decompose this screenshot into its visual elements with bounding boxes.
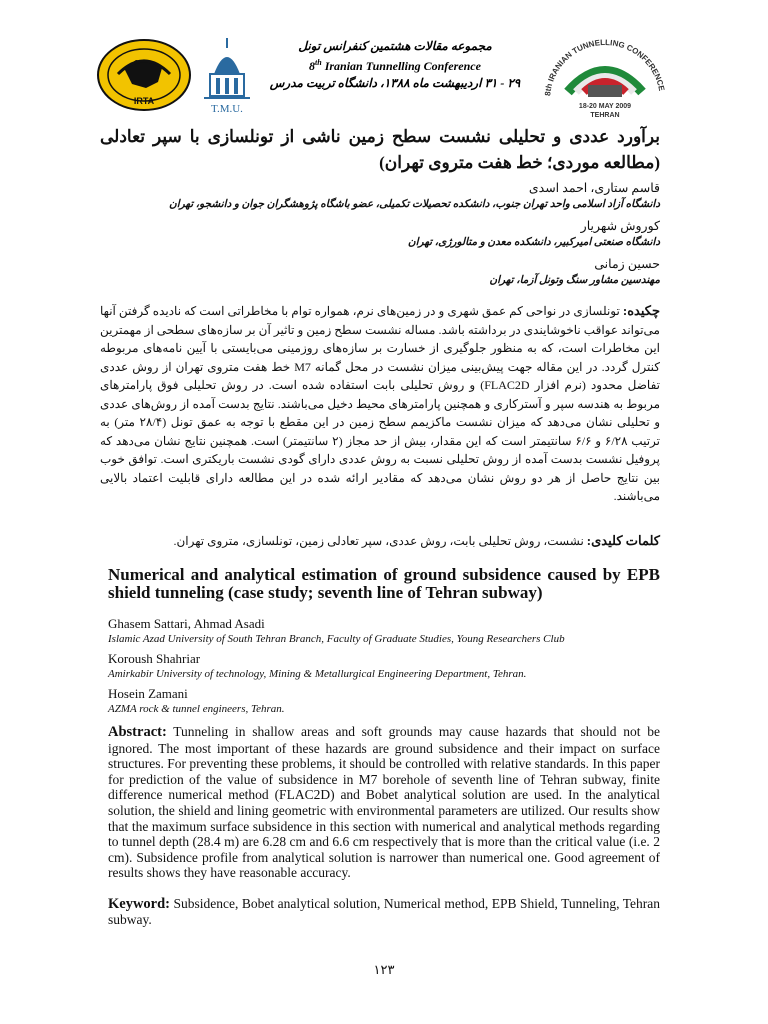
abstract-text: تونلسازی در نواحی کم عمق شهری و در زمین‌های نرم، همواره توام با مخاطراتی است که نادیده گرفتن آنها می‌تواند عواقب ناخوشایندی در برداشته باشد. مساله نشست سطح زمین و تاثیر آن بر سازه‌های سطحی از مهمترین این مخاطرات است، که به منظور جلوگیری از خسارت بر سازه‌های روزمینی می‌بایستی با آیین نامه‌های مربوطه کنترل گردد. در این مقاله جهت پیش‌بینی میزان نشست در محل گمانه M7 خط هفت متروی تهران از روش عددی تفاضل محدود (نرم افزار FLAC2D) و روش تحلیلی بابت استفاده شده است. در روش تحلیلی فوق پارامترهای مربوط به هندسه سپر و آسترکاری و همچنین پارامترهای محیط دخیل می‌باشند. نتایج بدست آمده از روش‌های عددی و تحلیلی نشان می‌دهد که میزان نشست ماکزیمم سطح زمین در این مقطع با توجه به عمق تونل (۲۸/۴ متر) به ترتیب ۶/۲۸ و ۶/۶ سانتیمتر است که این مقدار، بیش از حد مجاز (۲ سانتیمتر) است. همچنین نتایج نشان می‌دهد که پروفیل نشست بدست آمده از روش تحلیلی نسبت به روش عددی دارای گودی نشست باریکتری است. توافق خوب بین نتایج حاصل از هر دو روش نشان می‌دهد که مقادیر ارائه شده در این مطالعه دارای قابلیت اعتماد بالایی می‌باشند. — [100, 304, 661, 503]
author-name: کوروش شهریار — [580, 219, 660, 233]
header-date-location: ۲۹ - ۳۱ اردیبهشت ماه ۱۳۸۸، دانشگاه تربیت مدرس — [269, 76, 521, 90]
page-number: ۱۲۳ — [373, 962, 395, 977]
svg-text:TEHRAN: TEHRAN — [590, 112, 620, 119]
conference-header — [0, 30, 768, 120]
keywords-text: Subsidence, Bobet analytical solution, Numerical method, EPB Shield, Tunneling, Tehran subway. — [108, 896, 660, 927]
persian-title: برآورد عددی و تحلیلی نشست سطح زمین ناشی از تونلسازی با سپر تعادلی (مطالعه موردی؛ خط هفت متروی تهران) — [100, 127, 660, 172]
author-name: قاسم ستاری، احمد اسدی — [528, 181, 660, 195]
author-name: Hosein Zamani — [108, 686, 188, 701]
svg-text:8th IRANIAN TUNNELLING CONFERE: 8th IRANIAN TUNNELLING CONFERENCE — [543, 37, 667, 97]
irta-logo — [96, 38, 192, 112]
author-affiliation: مهندسین مشاور سنگ وتونل آزما، تهران — [489, 275, 660, 286]
author-name: Ghasem Sattari, Ahmad Asadi — [108, 616, 265, 631]
author-affiliation: دانشگاه صنعتی امیرکبیر، دانشکده معدن و متالورژی، تهران — [407, 237, 660, 248]
author-affiliation: AZMA rock & tunnel engineers, Tehran. — [108, 703, 285, 715]
english-keywords — [108, 896, 660, 928]
english-authors — [108, 616, 660, 721]
english-title: Numerical and analytical estimation of ground subsidence caused by EPB shield tunneling (case study; seventh line of Tehran subway) — [108, 565, 660, 602]
abstract-label: Abstract: — [108, 724, 167, 740]
author-affiliation: دانشگاه آزاد اسلامی واحد تهران جنوب، دانشکده تحصیلات تکمیلی، عضو باشگاه پژوهشگران جوان و دانشجو، تهران — [168, 199, 660, 210]
header-text-block — [262, 38, 528, 91]
author-affiliation: Amirkabir University of technology, Mining & Metallurgical Engineering Department, Tehran. — [108, 668, 527, 680]
author-affiliation: Islamic Azad University of South Tehran Branch, Faculty of Graduate Studies, Young Researchers Club — [108, 633, 565, 645]
svg-text:T.M.U.: T.M.U. — [211, 103, 243, 115]
conference-logo — [530, 30, 680, 122]
keywords-text: نشست، روش تحلیلی بابت، روش عددی، سپر تعادلی زمین، تونلسازی، متروی تهران. — [173, 534, 587, 548]
persian-keywords — [100, 532, 660, 550]
header-line-en: 8th Iranian Tunnelling Conference — [309, 58, 481, 73]
keywords-label: Keyword: — [108, 896, 171, 912]
header-line-fa: مجموعه مقالات هشتمین کنفرانس تونل — [298, 39, 492, 53]
svg-text:18-20 MAY 2009: 18-20 MAY 2009 — [578, 103, 632, 110]
svg-text:IRTA: IRTA — [133, 96, 155, 106]
author-name: Koroush Shahriar — [108, 651, 201, 666]
abstract-label: چکیده: — [622, 303, 660, 318]
english-abstract — [108, 724, 660, 881]
abstract-text: Tunneling in shallow areas and soft grounds may cause hazards that should not be ignored. The most important of these hazards are ground subsidence and their impact on surface structures. For preventing these problems, it should be controlled with relative standards. In this paper for prediction of the value of subsidence in M7 borehole of seventh line of Tehran subway, finite difference numerical method (FLAC2D) and Bobet analytical solution are used. In the analytical solution, the shield and lining geometric with environmental parameters are utilized. Our results show that the maximum surface subsidence in this section with numerical and analytical methods regarding to tunnel depth (28.4 m) are 6.28 cm and 6.6 cm respectively that is more than the critical value (i.e. 2 cm). Subsidence profile from analytical solution is narrower than numerical one. Good agreement of results shows they have reasonable accuracy. — [108, 724, 660, 881]
keywords-label: کلمات کلیدی: — [586, 533, 660, 548]
persian-abstract — [100, 302, 660, 506]
persian-authors — [100, 180, 660, 294]
tmu-logo — [196, 34, 258, 118]
author-name: حسین زمانی — [594, 257, 660, 271]
